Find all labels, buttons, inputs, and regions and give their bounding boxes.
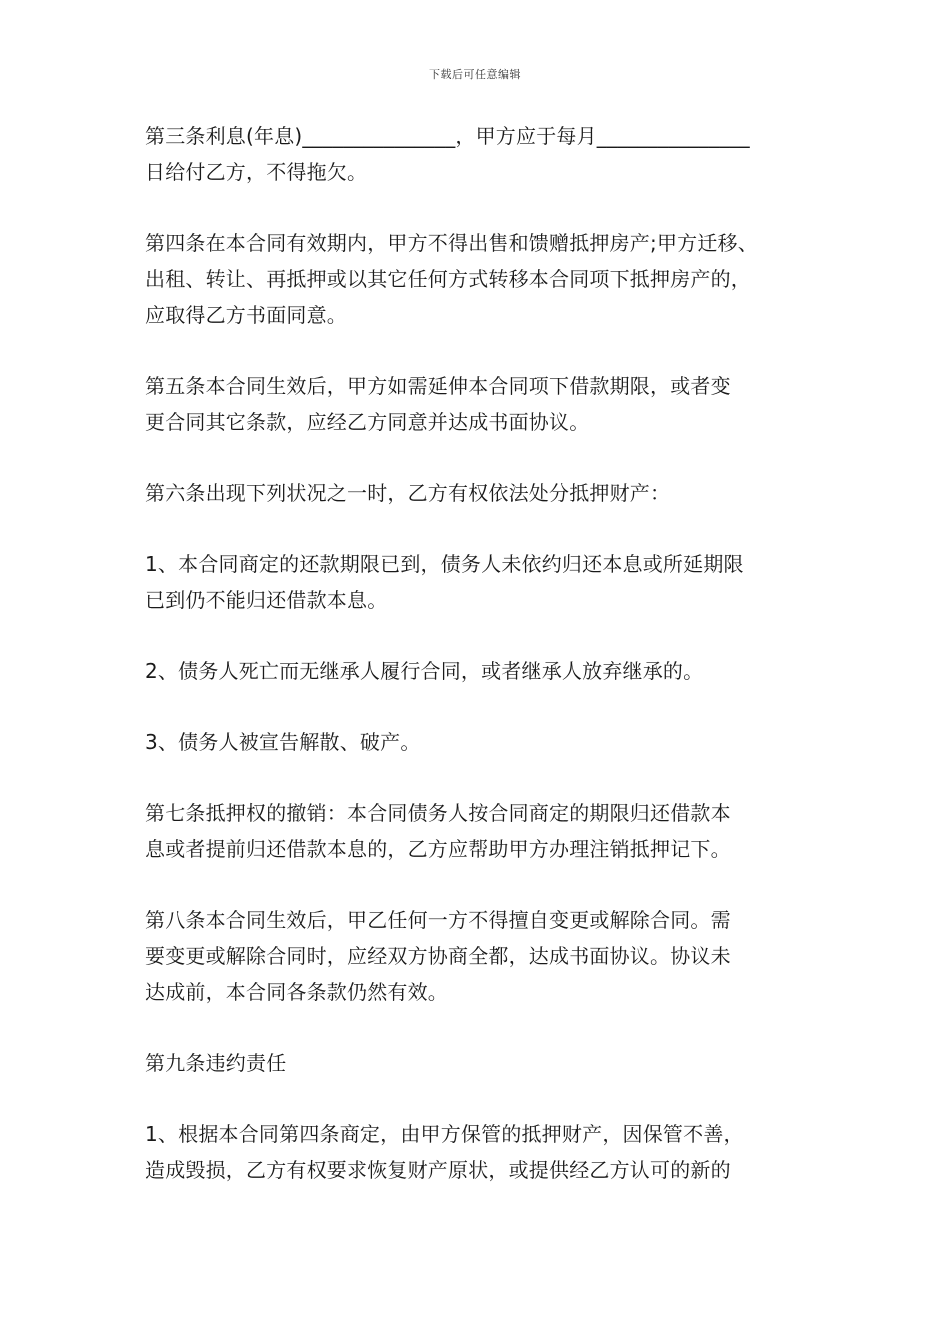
clause-9-heading xyxy=(145,1045,810,1081)
text-line: 第九条违约责任 xyxy=(145,1051,287,1075)
text-line: 造成毁损，乙方有权要求恢复财产原状，或提供经乙方认可的新的 xyxy=(145,1158,731,1182)
text-line: 第七条抵押权的撤销：本合同债务人按合同商定的期限归还借款本 xyxy=(145,801,731,825)
text-line: 第六条出现下列状况之一时，乙方有权依法处分抵押财产： xyxy=(145,481,671,505)
document-body xyxy=(145,118,810,1223)
clause-4 xyxy=(145,225,810,333)
clause-6 xyxy=(145,475,810,511)
clause-7 xyxy=(145,795,810,867)
clause-3 xyxy=(145,118,810,190)
clause-5 xyxy=(145,368,810,440)
text-line: 息或者提前归还借款本息的，乙方应帮助甲方办理注销抵押记下。 xyxy=(145,837,731,861)
text-line: 1、根据本合同第四条商定，由甲方保管的抵押财产，因保管不善， xyxy=(145,1122,744,1146)
clause-6-item-1 xyxy=(145,546,810,618)
text-line: 日给付乙方，不得拖欠。 xyxy=(145,160,368,184)
text-line: 已到仍不能归还借款本息。 xyxy=(145,588,388,612)
text-line: 出租、转让、再抵押或以其它任何方式转移本合同项下抵押房产的， xyxy=(145,267,751,291)
clause-6-item-3 xyxy=(145,724,810,760)
text-line: 要变更或解除合同时，应经双方协商全都，达成书面协议。协议未 xyxy=(145,944,731,968)
clause-6-item-2 xyxy=(145,653,810,689)
text-line: 第三条利息(年息)_______________，甲方应于每月_______________ xyxy=(145,124,750,148)
text-line: 达成前，本合同各条款仍然有效。 xyxy=(145,980,448,1004)
text-line: 1、本合同商定的还款期限已到，债务人未依约归还本息或所延期限 xyxy=(145,552,744,576)
clause-8 xyxy=(145,902,810,1010)
text-line: 3、债务人被宣告解散、破产。 xyxy=(145,730,421,754)
text-line: 第八条本合同生效后，甲乙任何一方不得擅自变更或解除合同。需 xyxy=(145,908,731,932)
text-line: 更合同其它条款，应经乙方同意并达成书面协议。 xyxy=(145,410,590,434)
text-line: 2、债务人死亡而无继承人履行合同，或者继承人放弃继承的。 xyxy=(145,659,704,683)
text-line: 第四条在本合同有效期内，甲方不得出售和馈赠抵押房产;甲方迁移、 xyxy=(145,231,758,255)
text-line: 应取得乙方书面同意。 xyxy=(145,303,347,327)
page-header: 下载后可任意编辑 xyxy=(429,68,521,81)
clause-9-item-1 xyxy=(145,1116,810,1188)
text-line: 第五条本合同生效后，甲方如需延伸本合同项下借款期限，或者变 xyxy=(145,374,731,398)
